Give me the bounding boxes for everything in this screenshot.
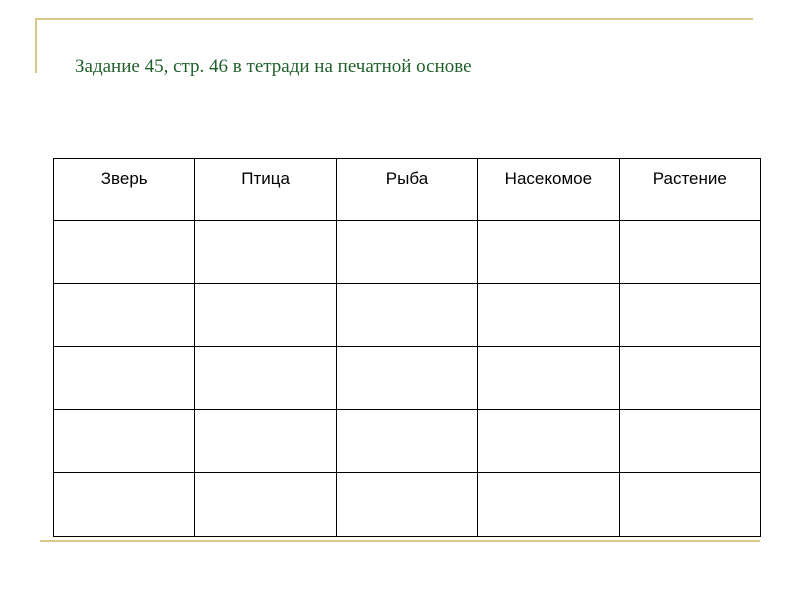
decorative-line-top [36,18,753,20]
table-cell[interactable] [619,347,760,410]
table-row [54,473,761,537]
table-row [54,221,761,284]
table-cell[interactable] [54,473,195,537]
table-cell[interactable] [478,410,619,473]
table-cell[interactable] [195,473,336,537]
table-cell[interactable] [54,284,195,347]
table-cell[interactable] [336,347,477,410]
slide-title: Задание 45, стр. 46 в тетради на печатной основе [75,56,472,77]
table-cell[interactable] [336,221,477,284]
table-header-row [54,159,761,221]
table-cell[interactable] [336,284,477,347]
table-cell[interactable] [619,410,760,473]
table-cell[interactable] [619,473,760,537]
table-cell[interactable] [54,410,195,473]
column-header-insect: Насекомое [478,159,619,221]
column-header-bird: Птица [195,159,336,221]
table-cell[interactable] [195,221,336,284]
table-cell[interactable] [195,284,336,347]
table-row [54,347,761,410]
column-header-plant: Растение [619,159,760,221]
table-cell[interactable] [336,410,477,473]
table-cell[interactable] [478,473,619,537]
table-cell[interactable] [478,347,619,410]
table-cell[interactable] [195,410,336,473]
decorative-line-bottom [40,540,760,542]
table-cell[interactable] [619,221,760,284]
table-row [54,284,761,347]
classification-table [53,158,761,537]
decorative-line-left [35,18,37,73]
table-cell[interactable] [478,221,619,284]
table-cell[interactable] [54,347,195,410]
table-cell[interactable] [619,284,760,347]
column-header-fish: Рыба [336,159,477,221]
table-cell[interactable] [195,347,336,410]
table-cell[interactable] [478,284,619,347]
table-row [54,410,761,473]
column-header-beast: Зверь [54,159,195,221]
table-cell[interactable] [336,473,477,537]
table-cell[interactable] [54,221,195,284]
